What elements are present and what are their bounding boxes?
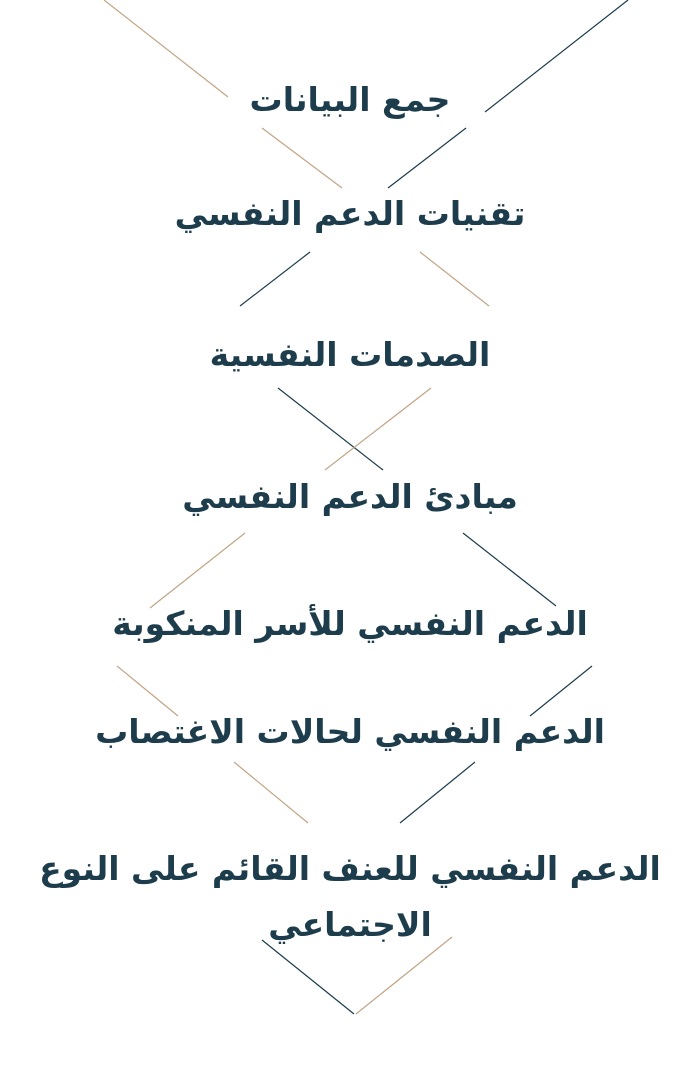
step-support-for-gender-based-violence: الدعم النفسي للعنف القائم على النوع الاجتماعي (39, 849, 661, 944)
step-data-collection: جمع البيانات (249, 80, 451, 119)
connector-line-dark (240, 252, 310, 306)
connector-line-tan (325, 388, 431, 470)
step-psychological-support-principles: مبادئ الدعم النفسي (182, 477, 518, 516)
connector-line-tan (234, 762, 308, 823)
connector-line-tan (262, 128, 342, 188)
connector-line-dark (388, 128, 466, 188)
step-support-for-rape-cases: الدعم النفسي لحالات الاغتصاب (95, 712, 605, 751)
step-support-for-affected-families: الدعم النفسي للأسر المنكوبة (112, 604, 588, 643)
step-psychological-trauma: الصدمات النفسية (209, 335, 491, 374)
connector-line-dark (400, 762, 475, 823)
step-psychological-support-techniques: تقنيات الدعم النفسي (174, 194, 526, 233)
connector-line-tan (420, 252, 489, 306)
connector-line-dark (278, 388, 383, 470)
